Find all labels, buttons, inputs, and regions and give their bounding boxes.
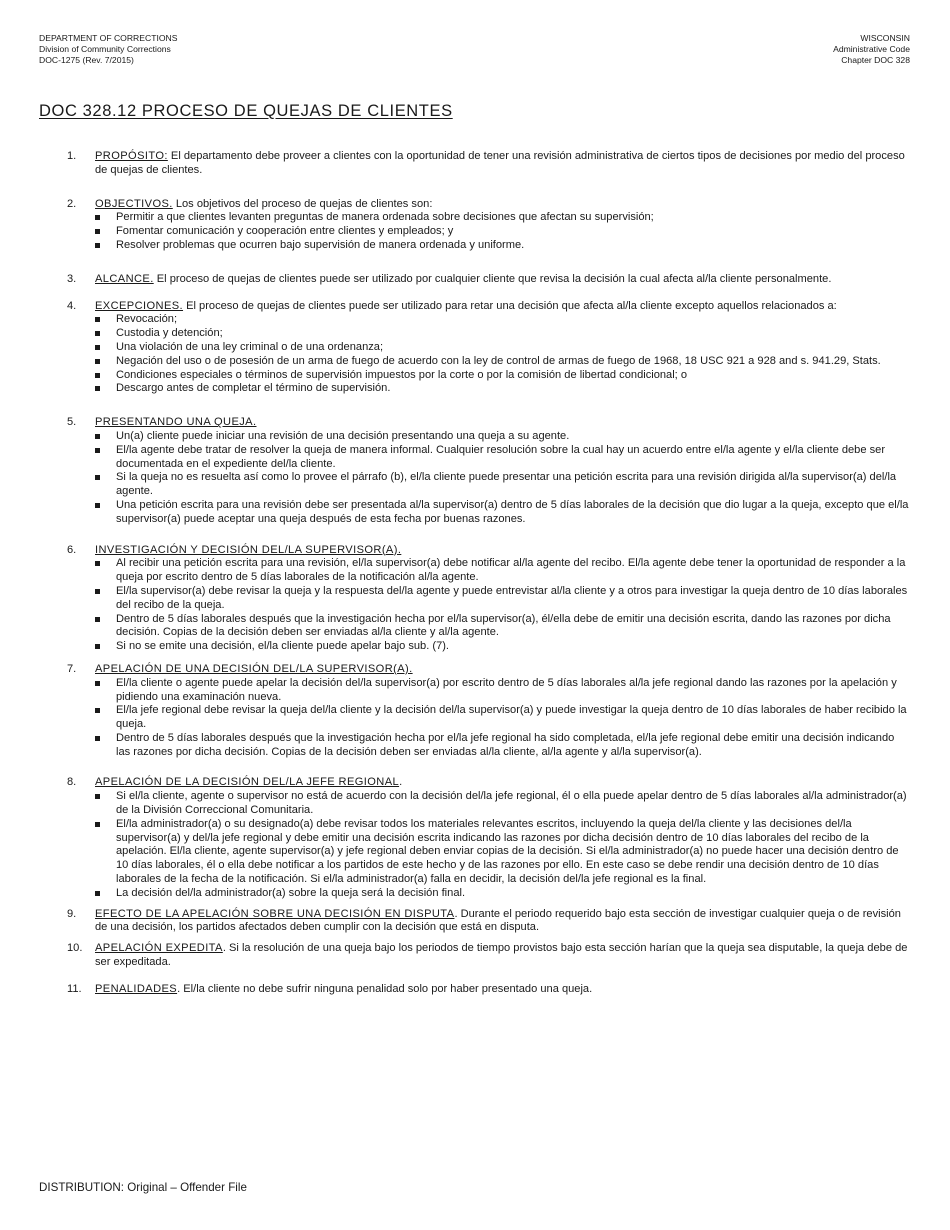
square-bullet-icon <box>95 215 100 220</box>
section-heading: OBJECTIVOS. <box>95 197 173 210</box>
section-purpose <box>39 150 910 178</box>
list-item: El/la supervisor(a) debe revisar la queja y la respuesta del/la agente y puede entrevistar al/la cliente y a otros para investigar la queja dentro de 10 días laborales del recibo de la queja. <box>95 585 910 613</box>
section-regional-chief-appeal <box>39 776 910 900</box>
square-bullet-icon <box>95 794 100 799</box>
distribution-footer: DISTRIBUTION: Original – Offender File <box>39 1181 247 1194</box>
section-exceptions <box>39 300 910 397</box>
list-item: Dentro de 5 días laborales después que la investigación hecha por el/la jefe regional ha sido completada, el/la jefe regional debe emitir una decisión indicando las razones por dicha decisión. Copias de la decisión deben ser enviadas al/la cliente, al/la agente y al/la supervisor(a). <box>95 732 910 760</box>
section-heading: PENALIDADES <box>95 982 178 995</box>
list-item: Un(a) cliente puede iniciar una revisión de una decisión presentando una queja a su agente. <box>95 430 910 444</box>
section-scope <box>39 273 910 287</box>
section-heading: PRESENTANDO UNA QUEJA. <box>95 416 257 429</box>
code-name: Administrative Code <box>833 44 910 54</box>
section-heading: PROPÓSITO: <box>95 150 168 162</box>
page-title: DOC 328.12 PROCESO DE QUEJAS DE CLIENTES <box>39 102 453 120</box>
bullet-list <box>95 430 910 527</box>
section-text: Los objetivos del proceso de quejas de clientes son: <box>172 197 433 210</box>
square-bullet-icon <box>95 243 100 248</box>
square-bullet-icon <box>95 561 100 566</box>
department-name: DEPARTMENT OF CORRECTIONS <box>39 33 178 43</box>
square-bullet-icon <box>95 644 100 649</box>
section-number: 4. <box>67 299 77 312</box>
section-heading: APELACIÓN DE LA DECISIÓN DEL/LA JEFE REGIONAL <box>95 776 400 789</box>
list-item: Dentro de 5 días laborales después que la investigación hecha por el/la supervisor(a), él/ella debe de emitir una decisión escrita, dando las razones por dicha decisión. Copias de la decisión deben ser enviadas al/la cliente y al/la agente. <box>95 613 910 641</box>
square-bullet-icon <box>95 359 100 364</box>
list-item: Revocación; <box>95 313 910 327</box>
section-text: El proceso de quejas de clientes puede ser utilizado por cualquier cliente que revisa la decisión la cual afecta al/la cliente personalmente. <box>153 272 832 285</box>
bullet-list <box>95 790 910 900</box>
square-bullet-icon <box>95 345 100 350</box>
square-bullet-icon <box>95 589 100 594</box>
list-item: El/la cliente o agente puede apelar la decisión del/la supervisor(a) por escrito dentro de 5 días laborales al/la jefe regional dando las razones por la apelación y pidiendo una examinación nueva. <box>95 677 910 705</box>
square-bullet-icon <box>95 434 100 439</box>
section-text: . El/la cliente no debe sufrir ninguna penalidad solo por haber presentado una queja. <box>177 982 593 995</box>
list-item: Condiciones especiales o términos de supervisión impuestos por la corte o por la comisión de libertad condicional; o <box>95 369 910 383</box>
section-number: 9. <box>67 907 77 920</box>
bullet-list <box>95 677 910 760</box>
square-bullet-icon <box>95 448 100 453</box>
square-bullet-icon <box>95 229 100 234</box>
list-item: Si el/la cliente, agente o supervisor no está de acuerdo con la decisión del/la jefe regional, él o ella puede apelar dentro de 5 días laborales al/la administrador(a) de la División Correccional Comunitaria. <box>95 790 910 818</box>
list-item: El/la agente debe tratar de resolver la queja de manera informal. Cualquier resolución sobre la cual hay un acuerdo entre el/la agente y el/la cliente debe ser documentada en el expediente del/la cliente. <box>95 444 910 472</box>
section-expedited-appeal <box>39 942 910 970</box>
section-number: 3. <box>67 272 77 285</box>
section-heading: EXCEPCIONES. <box>95 299 184 312</box>
section-number: 8. <box>67 776 77 789</box>
section-text: . <box>399 776 403 789</box>
section-number: 7. <box>67 662 77 675</box>
square-bullet-icon <box>95 681 100 686</box>
chapter-name: Chapter DOC 328 <box>841 55 910 65</box>
list-item: La decisión del/la administrador(a) sobre la queja será la decisión final. <box>95 887 910 901</box>
form-number: DOC-1275 (Rev. 7/2015) <box>39 55 134 65</box>
bullet-list <box>95 557 910 654</box>
section-heading: APELACIÓN DE UNA DECISIÓN DEL/LA SUPERVISOR(A). <box>95 662 413 675</box>
section-supervisor-appeal <box>39 663 910 760</box>
section-text: . Durante el periodo requerido bajo esta sección de investigar cualquier queja o de revisión de una decisión, los partidos afectados deben cumplir con la decisión que está en disputa. <box>95 907 901 934</box>
list-item: Una petición escrita para una revisión debe ser presentada al/la supervisor(a) dentro de 5 días laborales de la decisión que dio lugar a la queja, excepto que el/la supervisor(a) puede aceptar una queja después de esta fecha por buenas razones. <box>95 499 910 527</box>
list-item: Descargo antes de completar el término de supervisión. <box>95 382 910 396</box>
section-text: El proceso de quejas de clientes puede ser utilizado para retar una decisión que afecta al/la cliente excepto aquellos relacionados a: <box>183 299 837 312</box>
section-number: 6. <box>67 543 77 556</box>
list-item: Si no se emite una decisión, el/la cliente puede apelar bajo sub. (7). <box>95 640 910 654</box>
section-number: 1. <box>67 150 77 162</box>
list-item: Permitir a que clientes levanten preguntas de manera ordenada sobre decisiones que afectan su supervisión; <box>95 211 910 225</box>
list-item: Negación del uso o de posesión de un arma de fuego de acuerdo con la ley de control de armas de fuego de 1968, 18 USC 921 a 928 and s. 941.29, Stats. <box>95 355 910 369</box>
square-bullet-icon <box>95 736 100 741</box>
list-item: Si la queja no es resuelta así como lo provee el párrafo (b), el/la cliente puede presentar una petición escrita para una revisión dirigida al/la supervisor(a) del/la agente. <box>95 471 910 499</box>
square-bullet-icon <box>95 503 100 508</box>
section-heading: EFECTO DE LA APELACIÓN SOBRE UNA DECISIÓN EN DISPUTA <box>95 907 455 920</box>
section-number: 5. <box>67 416 77 429</box>
square-bullet-icon <box>95 386 100 391</box>
state-name: WISCONSIN <box>860 33 910 43</box>
section-list <box>39 150 910 997</box>
bullet-list <box>95 313 910 396</box>
section-number: 10. <box>67 942 83 955</box>
list-item: El/la administrador(a) o su designado(a) debe revisar todos los materiales relevantes escritos, incluyendo la queja del/la cliente y las decisiones del/la supervisor(a) y del/la jefe regional y debe emitir una decisión escrita indicando las razones por dicha decisión dentro de 10 días laborales del recibo de la apelación. El/la cliente, agente supervisor(a) y jefe regional deben enviar copias de la decisión. Si el/la administrador(a) no puede hacer una decisión dentro de 10 días laborales, él o ella debe notificar a los partidos de este hecho y de las razones por ello. En este caso se debe rendir una decisión dentro de 10 días laborales de la fecha de la notificación. Si el/la administrador(a) falla en decidir, la decisión del/la jefe regional es la final. <box>95 818 910 887</box>
list-item: Fomentar comunicación y cooperación entre clientes y empleados; y <box>95 225 910 239</box>
section-heading: ALCANCE. <box>95 272 154 285</box>
section-penalties <box>39 983 910 997</box>
section-appeal-effect <box>39 908 910 936</box>
list-item: Al recibir una petición escrita para una revisión, el/la supervisor(a) debe notificar al/la agente del recibo. El/la agente debe tener la oportunidad de responder a la queja por escrito dentro de 5 días laborales de la notificación al/la agente. <box>95 557 910 585</box>
section-filing-complaint <box>39 416 910 526</box>
bullet-list <box>95 211 910 252</box>
square-bullet-icon <box>95 708 100 713</box>
section-text: El departamento debe proveer a clientes con la oportunidad de tener una revisión administrativa de ciertos tipos de decisiones por medio del proceso de quejas de clientes. <box>95 150 905 176</box>
square-bullet-icon <box>95 891 100 896</box>
section-objectives <box>39 198 910 253</box>
list-item: Resolver problemas que ocurren bajo supervisión de manera ordenada y uniforme. <box>95 239 910 253</box>
square-bullet-icon <box>95 331 100 336</box>
header-right <box>833 33 910 66</box>
section-text: . Si la resolución de una queja bajo los periodos de tiempo provistos bajo esta sección harían que la queja sea disputable, la queja debe de ser expeditada. <box>95 942 908 969</box>
section-heading: APELACIÓN EXPEDITA <box>95 942 223 955</box>
square-bullet-icon <box>95 317 100 322</box>
square-bullet-icon <box>95 373 100 378</box>
division-name: Division of Community Corrections <box>39 44 171 54</box>
header-left <box>39 33 177 66</box>
list-item: El/la jefe regional debe revisar la queja del/la cliente y la decisión del/la supervisor(a) y puede investigar la queja dentro de 10 días laborales de haber recibido la queja. <box>95 704 910 732</box>
section-number: 11. <box>67 982 82 995</box>
section-supervisor-investigation <box>39 544 910 654</box>
square-bullet-icon <box>95 475 100 480</box>
square-bullet-icon <box>95 617 100 622</box>
list-item: Custodia y detención; <box>95 327 910 341</box>
square-bullet-icon <box>95 822 100 827</box>
list-item: Una violación de una ley criminal o de una ordenanza; <box>95 341 910 355</box>
section-heading: INVESTIGACIÓN Y DECISIÓN DEL/LA SUPERVISOR(A). <box>95 543 402 556</box>
section-number: 2. <box>67 197 77 210</box>
